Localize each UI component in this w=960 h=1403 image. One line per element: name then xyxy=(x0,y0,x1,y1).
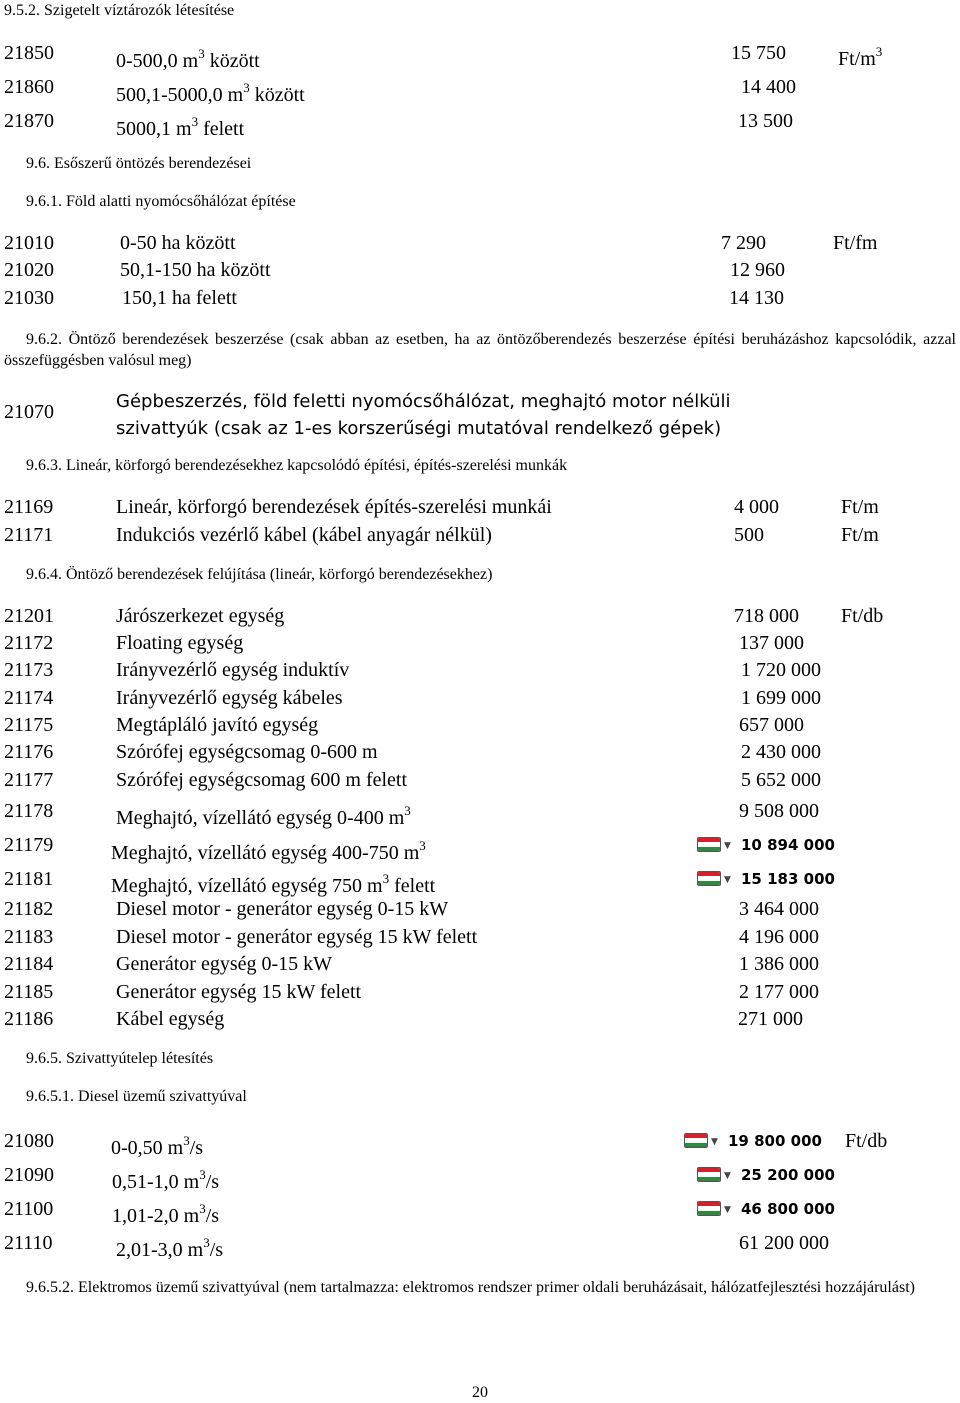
table-row xyxy=(0,926,960,954)
row-description: 0-500,0 $m^3$ között xyxy=(116,46,260,72)
section-heading-9-6: 9.6. Esőszerű öntözés berendezései xyxy=(26,155,252,172)
row-description: 50,1-150 ha között xyxy=(120,259,271,281)
hungarian-flag-icon xyxy=(697,1201,721,1216)
row-code: 21173 xyxy=(4,659,54,681)
dropdown-caret-icon: ▼ xyxy=(711,1137,718,1147)
row-code: 21178 xyxy=(4,800,54,822)
row-value: 2 430 000 xyxy=(741,741,821,763)
row-value: 7 290 xyxy=(721,232,766,254)
row-code: 21171 xyxy=(4,524,54,546)
table-row xyxy=(0,769,960,797)
section-heading-9-6-5: 9.6.5. Szivattyútelep létesítés xyxy=(26,1050,214,1067)
section-heading-9-6-2: 9.6.2. Öntöző berendezések beszerzése (csak abban az esetben, ha az öntözőberendezés beszerzése építési beruházáshoz kapcsolódik, azzal összefüggésben valósul meg) xyxy=(4,331,956,369)
row-description: Lineár, körforgó berendezések építés-szerelési munkái xyxy=(116,496,552,518)
row-value: 10 894 000 xyxy=(741,836,835,854)
row-value: 15 750 xyxy=(731,42,786,64)
row-value: 3 464 000 xyxy=(739,898,819,920)
row-code: 21183 xyxy=(4,926,54,948)
row-description: Meghajtó, vízellátó egység 750 $m^3$ felett xyxy=(111,871,436,897)
row-value: 25 200 000 xyxy=(741,1166,835,1184)
row-description: Irányvezérlő egység induktív xyxy=(116,659,350,681)
row-code: 21850 xyxy=(4,42,54,64)
row-value: 9 508 000 xyxy=(739,800,819,822)
row-value: 1 720 000 xyxy=(741,659,821,681)
row-unit: Ft/m xyxy=(841,496,879,518)
row-code: 21090 xyxy=(4,1164,54,1186)
row-description: Irányvezérlő egység kábeles xyxy=(116,687,343,709)
row-code: 21186 xyxy=(4,1008,54,1030)
row-code: 21172 xyxy=(4,632,54,654)
row-description: 0-0,50 $m^3/s$ xyxy=(111,1133,204,1159)
row-value: 137 000 xyxy=(739,632,804,654)
row-code: 21184 xyxy=(4,953,54,975)
row-code: 21201 xyxy=(4,605,54,627)
row-code: 21182 xyxy=(4,898,54,920)
row-description: Szórófej egységcsomag 600 m felett xyxy=(116,769,408,791)
table-row xyxy=(0,524,960,552)
row-description: 1,01-2,0 $m^3/s$ xyxy=(112,1201,220,1227)
table-row xyxy=(0,259,960,287)
row-description: 150,1 ha felett xyxy=(122,287,237,309)
row-description: 2,01-3,0 $m^3/s$ xyxy=(116,1235,224,1261)
row-description: Megtápláló javító egység xyxy=(116,714,319,736)
row-description: 5000,1 $m^3$ felett xyxy=(116,114,245,140)
row-value: 2 177 000 xyxy=(739,981,819,1003)
table-row xyxy=(0,741,960,769)
row-value: 718 000 xyxy=(734,605,799,627)
row-code: 21070 xyxy=(4,401,54,423)
row-description xyxy=(116,388,731,442)
row-value: 1 699 000 xyxy=(741,687,821,709)
table-row xyxy=(0,714,960,742)
row-description: Generátor egység 15 kW felett xyxy=(116,981,362,1003)
table-row xyxy=(0,287,960,315)
row-description: Járószerkezet egység xyxy=(116,605,285,627)
row-value: 1 386 000 xyxy=(739,953,819,975)
description-line: szivattyúk (csak az 1-es korszerűségi mutatóval rendelkező gépek) xyxy=(116,418,722,439)
table-row xyxy=(0,42,960,70)
row-value: 12 960 xyxy=(730,259,785,281)
row-description: Meghajtó, vízellátó egység 400-750 $m^3$ xyxy=(111,838,426,864)
row-value: 14 130 xyxy=(729,287,784,309)
row-value: 5 652 000 xyxy=(741,769,821,791)
row-code: 21030 xyxy=(4,287,54,309)
section-heading-9-6-5-1: 9.6.5.1. Diesel üzemű szivattyúval xyxy=(26,1088,247,1105)
table-row xyxy=(0,898,960,926)
hungarian-flag-icon xyxy=(697,1167,721,1182)
row-code: 21110 xyxy=(4,1232,53,1254)
table-row xyxy=(0,632,960,660)
description-line: Gépbeszerzés, föld feletti nyomócsőhálózat, meghajtó motor nélküli xyxy=(116,391,731,412)
dropdown-caret-icon: ▼ xyxy=(724,1205,731,1215)
row-value: 657 000 xyxy=(739,714,804,736)
section-heading-9-6-3: 9.6.3. Lineár, körforgó berendezésekhez kapcsolódó építési, építés-szerelési munkák xyxy=(26,457,568,474)
table-row xyxy=(0,110,960,138)
row-description: Indukciós vezérlő kábel (kábel anyagár nélkül) xyxy=(116,524,492,546)
row-description: Meghajtó, vízellátó egység 0-400 $m^3$ xyxy=(116,803,411,829)
row-description: Floating egység xyxy=(116,632,244,654)
table-row xyxy=(0,496,960,524)
row-code: 21179 xyxy=(4,834,54,856)
hungarian-flag-icon xyxy=(684,1133,708,1148)
row-code: 21177 xyxy=(4,769,54,791)
row-code: 21870 xyxy=(4,110,54,132)
row-code: 21010 xyxy=(4,232,54,254)
row-description: 0,51-1,0 $m^3/s$ xyxy=(112,1167,220,1193)
row-code: 21020 xyxy=(4,259,54,281)
table-row xyxy=(0,76,960,104)
row-value: 13 500 xyxy=(738,110,793,132)
row-value: 500 xyxy=(734,524,764,546)
row-value: 271 000 xyxy=(738,1008,803,1030)
dropdown-caret-icon: ▼ xyxy=(724,1171,731,1181)
section-heading-9-5-2: 9.5.2. Szigetelt víztározók létesítése xyxy=(4,2,235,19)
table-row xyxy=(0,659,960,687)
row-unit: Ft/db xyxy=(841,605,884,627)
row-unit: Ft/fm xyxy=(833,232,878,254)
row-code: 21185 xyxy=(4,981,54,1003)
table-row xyxy=(0,687,960,715)
table-row xyxy=(0,605,960,633)
row-value: 46 800 000 xyxy=(741,1200,835,1218)
row-value: 4 196 000 xyxy=(739,926,819,948)
hungarian-flag-icon xyxy=(697,871,721,886)
row-code: 21080 xyxy=(4,1130,54,1152)
page-number: 20 xyxy=(472,1384,488,1401)
row-code: 21860 xyxy=(4,76,54,98)
section-heading-9-6-5-2: 9.6.5.2. Elektromos üzemű szivattyúval (nem tartalmazza: elektromos rendszer primer oldali beruházásait, hálózatfejlesztési hozzájárulást) xyxy=(26,1279,915,1296)
row-unit: Ft/m xyxy=(841,524,879,546)
row-value: 61 200 000 xyxy=(739,1232,829,1254)
row-code: 21176 xyxy=(4,741,54,763)
section-heading-9-6-1: 9.6.1. Föld alatti nyomócsőhálózat építése xyxy=(26,193,296,210)
row-value: 15 183 000 xyxy=(741,870,835,888)
table-row xyxy=(0,232,960,260)
row-description: Diesel motor - generátor egység 0-15 kW xyxy=(116,898,449,920)
table-row xyxy=(0,800,960,828)
table-row xyxy=(0,953,960,981)
row-code: 21175 xyxy=(4,714,54,736)
row-unit: $Ft/m^3$ xyxy=(838,44,883,70)
row-code: 21100 xyxy=(4,1198,54,1220)
hungarian-flag-icon xyxy=(697,837,721,852)
row-code: 21169 xyxy=(4,496,54,518)
table-row xyxy=(0,1008,960,1036)
dropdown-caret-icon: ▼ xyxy=(724,841,731,851)
row-description: Kábel egység xyxy=(116,1008,225,1030)
row-description: 0-50 ha között xyxy=(120,232,236,254)
row-description: Szórófej egységcsomag 0-600 m xyxy=(116,741,378,763)
row-code: 21174 xyxy=(4,687,54,709)
row-description: 500,1-5000,0 $m^3$ között xyxy=(116,80,305,106)
row-value: 4 000 xyxy=(734,496,779,518)
row-description: Generátor egység 0-15 kW xyxy=(116,953,333,975)
row-code: 21181 xyxy=(4,868,54,890)
dropdown-caret-icon: ▼ xyxy=(724,875,731,885)
row-value: 14 400 xyxy=(741,76,796,98)
row-value: 19 800 000 xyxy=(728,1132,822,1150)
table-row xyxy=(0,981,960,1009)
row-unit: Ft/db xyxy=(845,1130,888,1152)
section-heading-9-6-4: 9.6.4. Öntöző berendezések felújítása (lineár, körforgó berendezésekhez) xyxy=(26,566,493,583)
table-row xyxy=(0,1232,960,1260)
row-description: Diesel motor - generátor egység 15 kW felett xyxy=(116,926,478,948)
